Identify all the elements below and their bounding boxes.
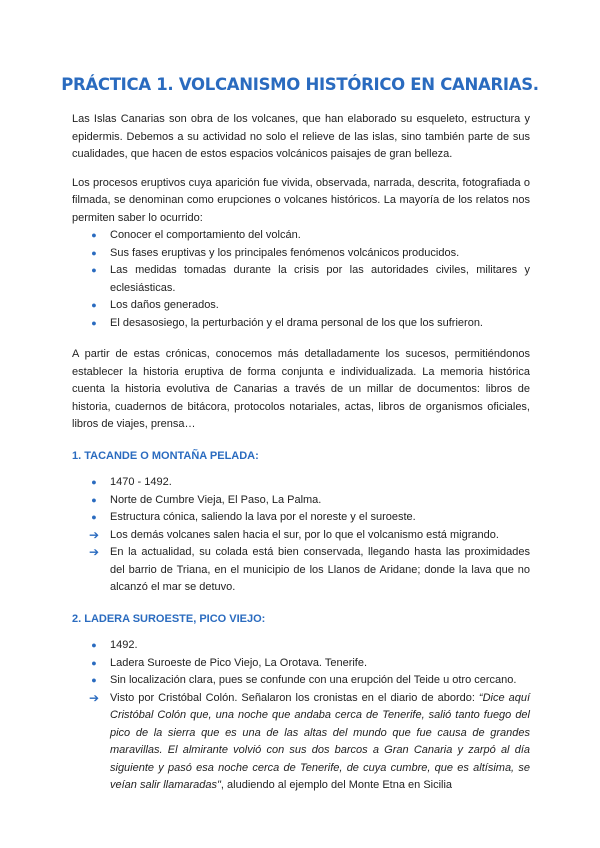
- list-item: ● Estructura cónica, saliendo la lava por el noreste y el suroeste.: [72, 509, 530, 527]
- section-heading-tacande: 1. TACANDE O MONTAÑA PELADA:: [72, 449, 259, 462]
- intro-paragraph-2: Los procesos eruptivos cuya aparición fue vivida, observada, narrada, descrita, fotografiada o filmada, se denominan como erupciones o volcanes históricos. La mayoría de los relatos nos permiten saber lo ocurrido:: [72, 176, 530, 224]
- bullet-icon: ●: [91, 230, 97, 240]
- bullet-icon: ●: [91, 265, 97, 275]
- arrow-right-icon: ➔: [88, 545, 100, 559]
- list-item: ● Norte de Cumbre Vieja, El Paso, La Palma.: [72, 492, 530, 510]
- list-item: ● Conocer el comportamiento del volcán.: [72, 227, 530, 245]
- arrow-right-icon: ➔: [88, 690, 100, 705]
- intro-list: [72, 227, 530, 332]
- colon-account-outro: , aludiendo al ejemplo del Monte Etna en Sicilia: [220, 779, 453, 791]
- bullet-icon: ●: [91, 512, 97, 522]
- list-item: ● 1492.: [72, 637, 530, 655]
- section-heading-pico-viejo: 2. LADERA SUROESTE, PICO VIEJO:: [72, 612, 266, 625]
- colon-quote: “Dice aquí Cristóbal Colón que, una noche que andaba cerca de Tenerife, salió tanto fuego del pico de la sierra que es una de las altas del mundo que fue causa de grandes maravillas. El almirante volvió con sus dos barcos a Gran Canaria y zarpó al día siguiente y pasó esa noche cerca de Tenerife, de cuya cumbre, que es altísima, se veían salir llamaradas": [110, 691, 531, 791]
- bullet-icon: ●: [91, 675, 97, 685]
- page-title: PRÁCTICA 1. VOLCANISMO HISTÓRICO EN CANARIAS.: [61, 75, 539, 94]
- section-2-list: [72, 637, 530, 795]
- list-item: ● El desasosiego, la perturbación y el drama personal de los que los sufrieron.: [72, 315, 530, 333]
- bullet-icon: ●: [91, 657, 97, 668]
- arrow-right-icon: ➔: [88, 527, 100, 542]
- list-item: [72, 690, 530, 795]
- bullet-icon: ●: [91, 477, 97, 487]
- bullet-icon: ●: [91, 300, 97, 310]
- bullet-icon: ●: [91, 317, 97, 328]
- list-item: ● 1470 - 1492.: [72, 474, 530, 492]
- list-item: ● Sus fases eruptivas y los principales fenómenos volcánicos producidos.: [72, 245, 530, 263]
- list-item: ● Los daños generados.: [72, 297, 530, 315]
- document-body: [72, 111, 530, 795]
- section-1-list: [72, 474, 530, 597]
- bullet-icon: ●: [91, 640, 97, 650]
- intro-paragraph-1: Las Islas Canarias son obra de los volcanes, que han elaborado su esqueleto, estructura y epidermis. Debemos a su actividad no solo el relieve de las islas, sino también parte de sus cualidades, que hacen de estos espacios volcánicos paisajes de gran belleza.: [72, 113, 530, 160]
- bullet-icon: ●: [91, 247, 97, 258]
- list-item: ➔ En la actualidad, su colada está bien conservada, llegando hasta las proximidades del barrio de Triana, en el municipio de los Llanos de Aridane; donde la lava que no alcanzó el mar se detuvo.: [88, 545, 530, 593]
- list-item: ● Ladera Suroeste de Pico Viejo, La Orotava. Tenerife.: [72, 655, 530, 673]
- list-item: ● Las medidas tomadas durante la crisis por las autoridades civiles, militares y eclesiásticas.: [72, 262, 530, 297]
- list-item: ● Sin localización clara, pues se confunde con una erupción del Teide u otro cercano.: [72, 672, 530, 690]
- list-item: ➔ Los demás volcanes salen hacia el sur, por lo que el volcanismo está migrando.: [72, 527, 530, 545]
- intro-paragraph-3: A partir de estas crónicas, conocemos más detalladamente los sucesos, permitiéndonos establecer la historia eruptiva de forma conjunta e individualizada. La memoria histórica cuenta la historia evolutiva de Canarias a través de un millar de documentos: libros de historia, cuadernos de bitácora, protocolos notariales, actas, libros de organismos oficiales, libros de viajes, prensa…: [72, 348, 530, 430]
- bullet-icon: ●: [91, 494, 97, 505]
- colon-account-intro: Visto por Cristóbal Colón. Señalaron los cronistas en el diario de abordo:: [110, 691, 479, 704]
